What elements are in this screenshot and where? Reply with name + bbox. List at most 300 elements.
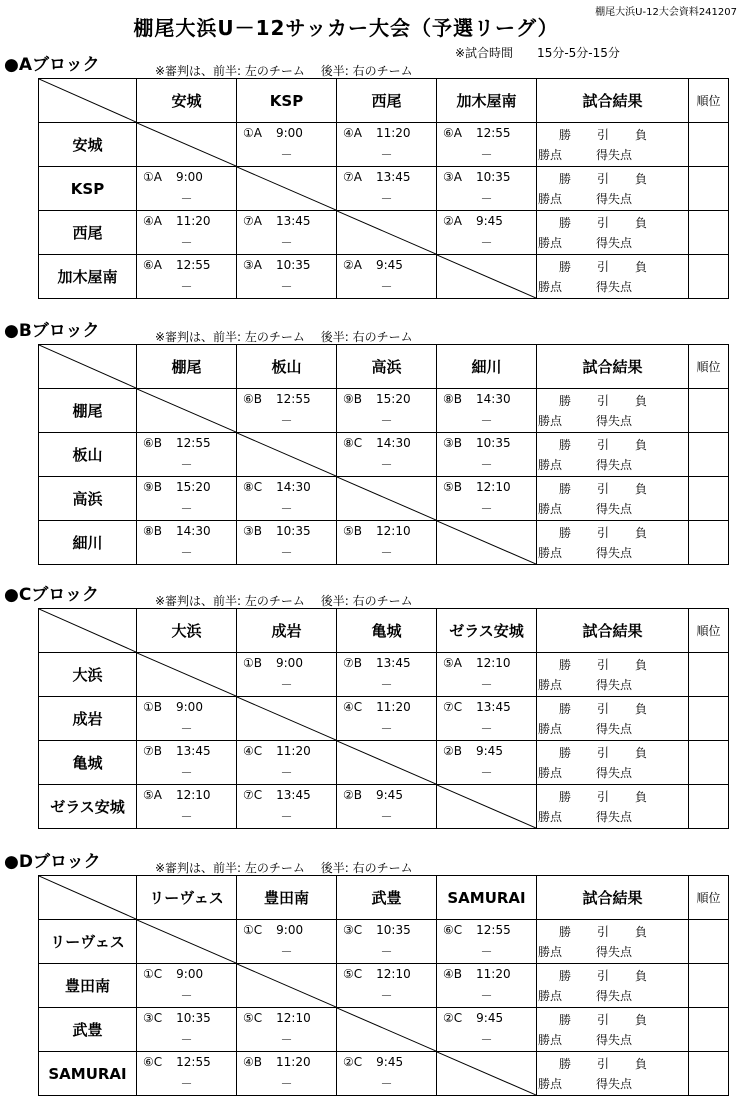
- self-match-cell: [237, 697, 337, 741]
- self-match-cell: [437, 785, 537, 829]
- match-number: ②C: [443, 1011, 463, 1025]
- self-match-cell: [437, 1052, 537, 1096]
- score-placeholder: －: [280, 1033, 293, 1047]
- team-row-name: 板山: [39, 433, 137, 477]
- loss-label: 負: [635, 172, 648, 186]
- match-time: 9:00: [276, 656, 303, 670]
- match-cell: [137, 255, 237, 299]
- draw-label: 引: [597, 394, 610, 408]
- team-row: [39, 1052, 729, 1096]
- match-cell: [137, 477, 237, 521]
- self-match-cell: [137, 123, 237, 167]
- score-placeholder: －: [480, 945, 493, 959]
- goal-diff-label: 得失点: [596, 722, 633, 736]
- rank-cell: [689, 1052, 729, 1096]
- loss-label: 負: [635, 969, 648, 983]
- self-match-cell: [237, 964, 337, 1008]
- win-label: 勝: [559, 1057, 572, 1071]
- match-time: 10:35: [176, 1011, 211, 1025]
- self-match-cell: [237, 167, 337, 211]
- match-cell: [337, 521, 437, 565]
- loss-label: 負: [635, 482, 648, 496]
- match-time: 12:10: [475, 656, 511, 670]
- self-match-cell: [137, 389, 237, 433]
- match-number: ②A: [443, 214, 462, 228]
- match-number: ⑦B: [343, 656, 362, 670]
- match-cell: [237, 255, 337, 299]
- match-number: ④C: [243, 744, 263, 758]
- score-placeholder: －: [380, 414, 393, 428]
- result-cell: [537, 123, 689, 167]
- match-number: ①A: [243, 126, 262, 140]
- rank-cell: [689, 389, 729, 433]
- team-column-header: リーヴェス: [137, 876, 237, 920]
- team-column-header: KSP: [237, 79, 337, 123]
- match-time: 9:45: [375, 258, 403, 272]
- team-row: [39, 433, 729, 477]
- match-number: ⑨B: [343, 392, 362, 406]
- loss-label: 負: [635, 260, 648, 274]
- match-cell: [337, 964, 437, 1008]
- match-cell: [437, 741, 537, 785]
- team-row-name: 高浜: [39, 477, 137, 521]
- team-row: [39, 653, 729, 697]
- score-placeholder: －: [280, 148, 293, 162]
- result-cell: [537, 653, 689, 697]
- match-cell: [337, 697, 437, 741]
- team-row: [39, 477, 729, 521]
- score-placeholder: －: [480, 502, 493, 516]
- team-row-name: ゼラス安城: [39, 785, 137, 829]
- result-cell: [537, 1052, 689, 1096]
- team-row: [39, 123, 729, 167]
- match-time: 12:55: [176, 436, 211, 450]
- score-placeholder: －: [480, 148, 493, 162]
- score-placeholder: －: [180, 766, 193, 780]
- team-column-header: SAMURAI: [437, 876, 537, 920]
- match-cell: [137, 211, 237, 255]
- score-placeholder: －: [380, 546, 393, 560]
- match-time: 9:00: [176, 967, 204, 981]
- score-placeholder: －: [380, 722, 393, 736]
- score-placeholder: －: [480, 414, 493, 428]
- self-match-cell: [337, 211, 437, 255]
- match-cell: [337, 1052, 437, 1096]
- win-label: 勝: [559, 128, 572, 142]
- loss-label: 負: [635, 746, 648, 760]
- points-label: 勝点: [538, 280, 563, 294]
- match-time: 12:10: [376, 967, 411, 981]
- team-row-name: 武豊: [39, 1008, 137, 1052]
- team-row-name: 大浜: [39, 653, 137, 697]
- match-time: 9:45: [476, 1011, 504, 1025]
- match-cell: [437, 697, 537, 741]
- match-time: 9:00: [176, 700, 203, 714]
- team-column-header: 細川: [437, 345, 537, 389]
- draw-label: 引: [597, 482, 610, 496]
- corner-cell: [39, 345, 137, 389]
- match-cell: [237, 1008, 337, 1052]
- match-time: 9:45: [376, 1055, 404, 1069]
- score-placeholder: －: [180, 192, 193, 206]
- win-label: 勝: [559, 658, 572, 672]
- match-number: ①C: [143, 967, 163, 981]
- match-time: 12:10: [376, 524, 411, 538]
- score-placeholder: －: [180, 502, 193, 516]
- match-cell: [237, 1052, 337, 1096]
- block-title: ●Bブロック: [4, 321, 100, 341]
- score-placeholder: －: [480, 458, 493, 472]
- team-row: [39, 741, 729, 785]
- match-number: ②B: [343, 788, 362, 802]
- match-time: 11:20: [175, 214, 211, 228]
- win-label: 勝: [559, 925, 572, 939]
- match-time: 9:00: [275, 126, 303, 140]
- points-label: 勝点: [538, 192, 563, 206]
- loss-label: 負: [635, 925, 648, 939]
- score-placeholder: －: [280, 766, 293, 780]
- corner-cell: [39, 79, 137, 123]
- draw-label: 引: [597, 260, 610, 274]
- loss-label: 負: [635, 702, 648, 716]
- win-label: 勝: [559, 394, 572, 408]
- win-label: 勝: [559, 216, 572, 230]
- points-label: 勝点: [538, 414, 563, 428]
- result-cell: [537, 255, 689, 299]
- match-number: ③A: [443, 170, 462, 184]
- match-number: ⑤C: [243, 1011, 263, 1025]
- team-row-name: 安城: [39, 123, 137, 167]
- score-placeholder: －: [180, 810, 193, 824]
- points-label: 勝点: [538, 1033, 563, 1047]
- match-number: ②A: [343, 258, 362, 272]
- team-column-header: 豊田南: [237, 876, 337, 920]
- team-row: [39, 964, 729, 1008]
- match-number: ⑦A: [343, 170, 362, 184]
- result-cell: [537, 920, 689, 964]
- match-number: ①B: [143, 700, 162, 714]
- loss-label: 負: [635, 128, 648, 142]
- score-placeholder: －: [380, 148, 393, 162]
- draw-label: 引: [597, 1013, 610, 1027]
- match-cell: [437, 1008, 537, 1052]
- match-number: ②B: [443, 744, 462, 758]
- goal-diff-label: 得失点: [596, 989, 633, 1003]
- match-cell: [237, 920, 337, 964]
- match-number: ①B: [243, 656, 262, 670]
- goal-diff-label: 得失点: [596, 766, 633, 780]
- match-time: 13:45: [376, 656, 411, 670]
- goal-diff-label: 得失点: [596, 945, 633, 959]
- match-cell: [437, 477, 537, 521]
- result-header: 試合結果: [537, 609, 689, 653]
- rank-cell: [689, 1008, 729, 1052]
- match-time: 12:55: [276, 392, 311, 406]
- team-column-header: 加木屋南: [437, 79, 537, 123]
- result-cell: [537, 1008, 689, 1052]
- match-cell: [137, 964, 237, 1008]
- rank-header: 順位: [689, 345, 729, 389]
- points-label: 勝点: [538, 678, 563, 692]
- score-placeholder: －: [280, 1077, 293, 1091]
- loss-label: 負: [635, 526, 648, 540]
- team-column-header: 大浜: [137, 609, 237, 653]
- team-row-name: 豊田南: [39, 964, 137, 1008]
- score-placeholder: －: [480, 678, 493, 692]
- score-placeholder: －: [480, 722, 493, 736]
- score-placeholder: －: [180, 546, 193, 560]
- points-label: 勝点: [538, 236, 563, 250]
- self-match-cell: [137, 653, 237, 697]
- loss-label: 負: [635, 1057, 648, 1071]
- match-number: ⑨B: [143, 480, 162, 494]
- team-column-header: 成岩: [237, 609, 337, 653]
- match-cell: [437, 964, 537, 1008]
- match-number: ⑥A: [143, 258, 162, 272]
- match-time: 10:35: [476, 436, 511, 450]
- team-row-name: 棚尾: [39, 389, 137, 433]
- match-number: ④A: [143, 214, 162, 228]
- goal-diff-label: 得失点: [596, 192, 633, 206]
- match-number: ③B: [443, 436, 462, 450]
- result-header: 試合結果: [537, 79, 689, 123]
- match-time: 12:10: [476, 480, 511, 494]
- match-cell: [337, 653, 437, 697]
- rank-header: 順位: [689, 609, 729, 653]
- match-number: ⑧B: [143, 524, 162, 538]
- result-cell: [537, 211, 689, 255]
- team-row-name: 亀城: [39, 741, 137, 785]
- score-placeholder: －: [280, 810, 293, 824]
- match-number: ⑦A: [243, 214, 262, 228]
- goal-diff-label: 得失点: [596, 280, 633, 294]
- match-cell: [337, 433, 437, 477]
- match-number: ⑧C: [243, 480, 263, 494]
- draw-label: 引: [597, 969, 610, 983]
- match-time: 13:45: [375, 170, 411, 184]
- result-header: 試合結果: [537, 876, 689, 920]
- match-time: 9:00: [175, 170, 203, 184]
- league-table: [38, 344, 729, 565]
- match-time: 14:30: [376, 436, 411, 450]
- rank-cell: [689, 741, 729, 785]
- team-row: [39, 255, 729, 299]
- match-cell: [437, 389, 537, 433]
- team-row: [39, 521, 729, 565]
- match-cell: [137, 741, 237, 785]
- win-label: 勝: [559, 702, 572, 716]
- rank-cell: [689, 167, 729, 211]
- match-cell: [337, 255, 437, 299]
- match-time: 11:20: [375, 126, 411, 140]
- match-number: ③B: [243, 524, 262, 538]
- score-placeholder: －: [180, 722, 193, 736]
- header-row: [39, 79, 729, 123]
- match-cell: [237, 389, 337, 433]
- rank-header: 順位: [689, 876, 729, 920]
- rank-cell: [689, 697, 729, 741]
- match-number: ③C: [143, 1011, 163, 1025]
- match-time: 14:30: [276, 480, 311, 494]
- points-label: 勝点: [538, 989, 563, 1003]
- team-row-name: 西尾: [39, 211, 137, 255]
- match-time: 9:00: [276, 923, 304, 937]
- rank-cell: [689, 785, 729, 829]
- team-row-name: SAMURAI: [39, 1052, 137, 1096]
- team-row: [39, 1008, 729, 1052]
- match-cell: [137, 433, 237, 477]
- match-cell: [237, 785, 337, 829]
- referee-note: ※審判は、前半: 左のチーム 後半: 右のチーム: [155, 594, 413, 608]
- rank-cell: [689, 964, 729, 1008]
- goal-diff-label: 得失点: [596, 1077, 633, 1091]
- loss-label: 負: [635, 658, 648, 672]
- score-placeholder: －: [280, 280, 293, 294]
- result-cell: [537, 167, 689, 211]
- rank-cell: [689, 433, 729, 477]
- match-time: 10:35: [276, 524, 311, 538]
- result-cell: [537, 477, 689, 521]
- loss-label: 負: [635, 438, 648, 452]
- rank-cell: [689, 123, 729, 167]
- score-placeholder: －: [480, 236, 493, 250]
- draw-label: 引: [597, 790, 610, 804]
- match-number: ③A: [243, 258, 262, 272]
- score-placeholder: －: [380, 192, 393, 206]
- match-cell: [337, 389, 437, 433]
- score-placeholder: －: [180, 280, 193, 294]
- draw-label: 引: [597, 526, 610, 540]
- match-cell: [137, 1052, 237, 1096]
- match-cell: [137, 785, 237, 829]
- match-number: ⑥A: [443, 126, 462, 140]
- win-label: 勝: [559, 482, 572, 496]
- goal-diff-label: 得失点: [596, 1033, 633, 1047]
- match-number: ④B: [243, 1055, 262, 1069]
- match-time: 13:45: [476, 700, 511, 714]
- result-cell: [537, 521, 689, 565]
- match-time: 11:20: [276, 744, 311, 758]
- match-cell: [437, 920, 537, 964]
- league-table: [38, 875, 729, 1096]
- match-number: ②C: [343, 1055, 363, 1069]
- block-title: ●Aブロック: [4, 55, 100, 75]
- match-cell: [137, 521, 237, 565]
- loss-label: 負: [635, 790, 648, 804]
- header-row: [39, 345, 729, 389]
- score-placeholder: －: [480, 192, 493, 206]
- score-placeholder: －: [180, 1077, 193, 1091]
- self-match-cell: [337, 1008, 437, 1052]
- match-cell: [237, 741, 337, 785]
- points-label: 勝点: [538, 766, 563, 780]
- team-column-header: 安城: [137, 79, 237, 123]
- match-duration-note: ※試合時間 15分-5分-15分: [455, 46, 620, 60]
- score-placeholder: －: [280, 678, 293, 692]
- draw-label: 引: [597, 172, 610, 186]
- league-table: [38, 78, 729, 299]
- team-row: [39, 167, 729, 211]
- goal-diff-label: 得失点: [596, 148, 633, 162]
- goal-diff-label: 得失点: [596, 458, 633, 472]
- match-time: 10:35: [475, 170, 511, 184]
- team-column-header: 亀城: [337, 609, 437, 653]
- draw-label: 引: [597, 1057, 610, 1071]
- score-placeholder: －: [280, 414, 293, 428]
- points-label: 勝点: [538, 722, 563, 736]
- match-time: 10:35: [275, 258, 311, 272]
- team-row-name: 成岩: [39, 697, 137, 741]
- match-time: 14:30: [476, 392, 511, 406]
- header-row: [39, 876, 729, 920]
- match-time: 10:35: [376, 923, 411, 937]
- match-cell: [337, 123, 437, 167]
- self-match-cell: [437, 521, 537, 565]
- match-time: 9:45: [376, 788, 403, 802]
- result-cell: [537, 433, 689, 477]
- team-row: [39, 211, 729, 255]
- match-cell: [437, 433, 537, 477]
- result-cell: [537, 964, 689, 1008]
- match-number: ⑥C: [143, 1055, 163, 1069]
- team-column-header: ゼラス安城: [437, 609, 537, 653]
- referee-note: ※審判は、前半: 左のチーム 後半: 右のチーム: [155, 330, 413, 344]
- score-placeholder: －: [380, 945, 393, 959]
- score-placeholder: －: [380, 678, 393, 692]
- match-time: 9:45: [476, 744, 503, 758]
- result-header: 試合結果: [537, 345, 689, 389]
- match-number: ⑥C: [443, 923, 463, 937]
- match-cell: [237, 211, 337, 255]
- match-number: ⑦B: [143, 744, 162, 758]
- match-cell: [437, 167, 537, 211]
- corner-cell: [39, 876, 137, 920]
- match-cell: [137, 697, 237, 741]
- team-column-header: 板山: [237, 345, 337, 389]
- draw-label: 引: [597, 658, 610, 672]
- points-label: 勝点: [538, 546, 563, 560]
- goal-diff-label: 得失点: [596, 810, 633, 824]
- score-placeholder: －: [180, 989, 193, 1003]
- win-label: 勝: [559, 969, 572, 983]
- draw-label: 引: [597, 128, 610, 142]
- match-time: 12:55: [175, 258, 211, 272]
- match-cell: [237, 521, 337, 565]
- win-label: 勝: [559, 438, 572, 452]
- match-time: 13:45: [275, 214, 311, 228]
- rank-header: 順位: [689, 79, 729, 123]
- loss-label: 負: [635, 1013, 648, 1027]
- result-cell: [537, 741, 689, 785]
- match-time: 12:55: [476, 923, 511, 937]
- match-number: ⑤A: [143, 788, 162, 802]
- team-row: [39, 785, 729, 829]
- rank-cell: [689, 653, 729, 697]
- match-cell: [237, 123, 337, 167]
- win-label: 勝: [559, 260, 572, 274]
- header-row: [39, 609, 729, 653]
- match-time: 13:45: [276, 788, 311, 802]
- match-cell: [237, 477, 337, 521]
- score-placeholder: －: [180, 1033, 193, 1047]
- team-row-name: 加木屋南: [39, 255, 137, 299]
- match-time: 12:10: [276, 1011, 311, 1025]
- team-column-header: 棚尾: [137, 345, 237, 389]
- match-number: ④C: [343, 700, 363, 714]
- rank-cell: [689, 255, 729, 299]
- score-placeholder: －: [380, 458, 393, 472]
- match-time: 13:45: [176, 744, 211, 758]
